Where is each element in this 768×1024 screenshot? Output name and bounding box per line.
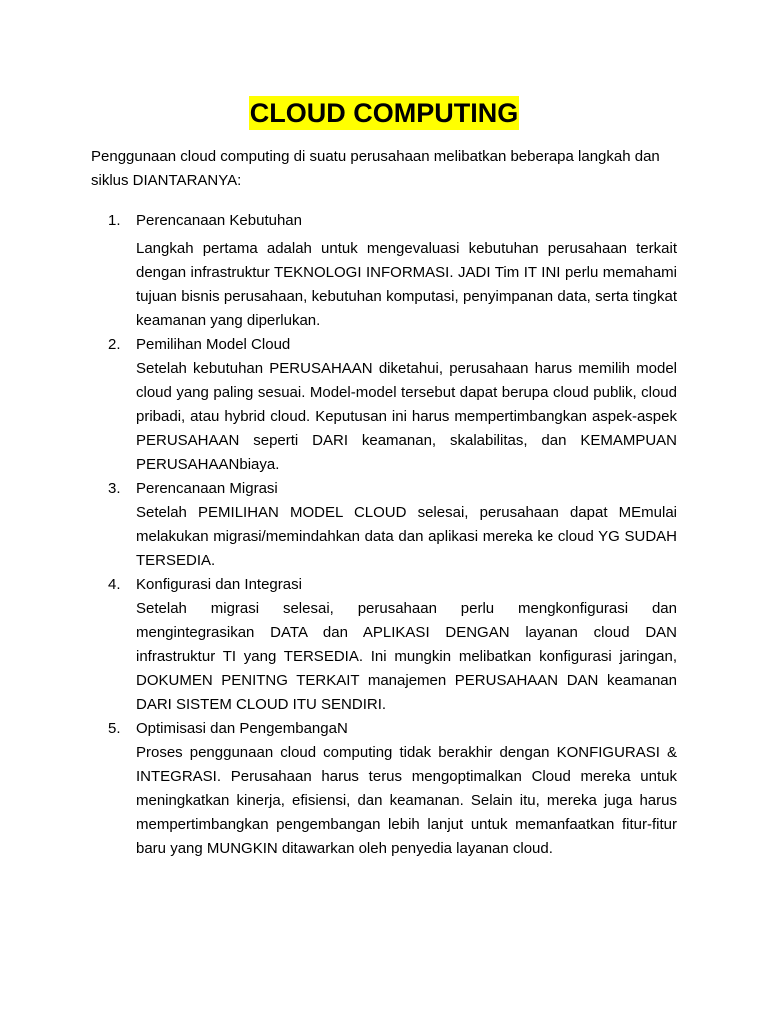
list-item [91, 573, 677, 717]
item-number: 5. [108, 720, 121, 737]
list-item [91, 717, 677, 861]
intro-paragraph: Penggunaan cloud computing di suatu perusahaan melibatkan beberapa langkah dan siklus DIANTARANYA: [91, 148, 660, 189]
list-item [91, 333, 677, 477]
item-body: Setelah kebutuhan PERUSAHAAN diketahui, perusahaan harus memilih model cloud yang paling sesuai. Model-model tersebut dapat berupa cloud publik, cloud pribadi, atau hybrid cloud. Keputusan ini harus mempertimbangkan aspek-aspek PERUSAHAAN seperti DARI keamanan, skalabilitas, dan KEMAMPUAN PERUSAHAANbiaya. [136, 360, 677, 473]
item-number: 4. [108, 576, 121, 593]
document-title: CLOUD COMPUTING [249, 98, 519, 128]
item-title: Perencanaan Migrasi [136, 480, 278, 497]
item-title: Pemilihan Model Cloud [136, 336, 291, 353]
item-number: 3. [108, 480, 121, 497]
item-title: Perencanaan Kebutuhan [136, 212, 302, 229]
item-body: Setelah PEMILIHAN MODEL CLOUD selesai, perusahaan dapat MEmulai melakukan migrasi/memindahkan data dan aplikasi mereka ke cloud YG SUDAH TERSEDIA. [136, 504, 677, 569]
item-body: Setelah migrasi selesai, perusahaan perlu mengkonfigurasi dan mengintegrasikan DATA dan APLIKASI DENGAN layanan cloud DAN infrastruktur TI yang TERSEDIA. Ini mungkin melibatkan konfigurasi jaringan, DOKUMEN PENITNG TERKAIT manajemen PERUSAHAAN DAN keamanan DARI SISTEM CLOUD ITU SENDIRI. [136, 600, 677, 713]
list-item [91, 209, 677, 333]
item-number: 1. [108, 212, 121, 229]
title-wrap [0, 96, 768, 130]
item-title: Optimisasi dan PengembangaN [136, 720, 348, 737]
item-body: Proses penggunaan cloud computing tidak berakhir dengan KONFIGURASI & INTEGRASI. Perusahaan harus terus mengoptimalkan Cloud mereka untuk meningkatkan kinerja, efisiensi, dan keamanan. Selain itu, mereka juga harus mempertimbangkan pengembangan lebih lanjut untuk memanfaatkan fitur-fitur baru yang MUNGKIN ditawarkan oleh penyedia layanan cloud. [136, 744, 677, 857]
steps-list [91, 209, 677, 861]
item-body: Langkah pertama adalah untuk mengevaluasi kebutuhan perusahaan terkait dengan infrastruktur TEKNOLOGI INFORMASI. JADI Tim IT INI perlu memahami tujuan bisnis perusahaan, kebutuhan komputasi, penyimpanan data, serta tingkat keamanan yang diperlukan. [136, 240, 677, 329]
item-number: 2. [108, 336, 121, 353]
item-title: Konfigurasi dan Integrasi [136, 576, 302, 593]
list-item [91, 477, 677, 573]
